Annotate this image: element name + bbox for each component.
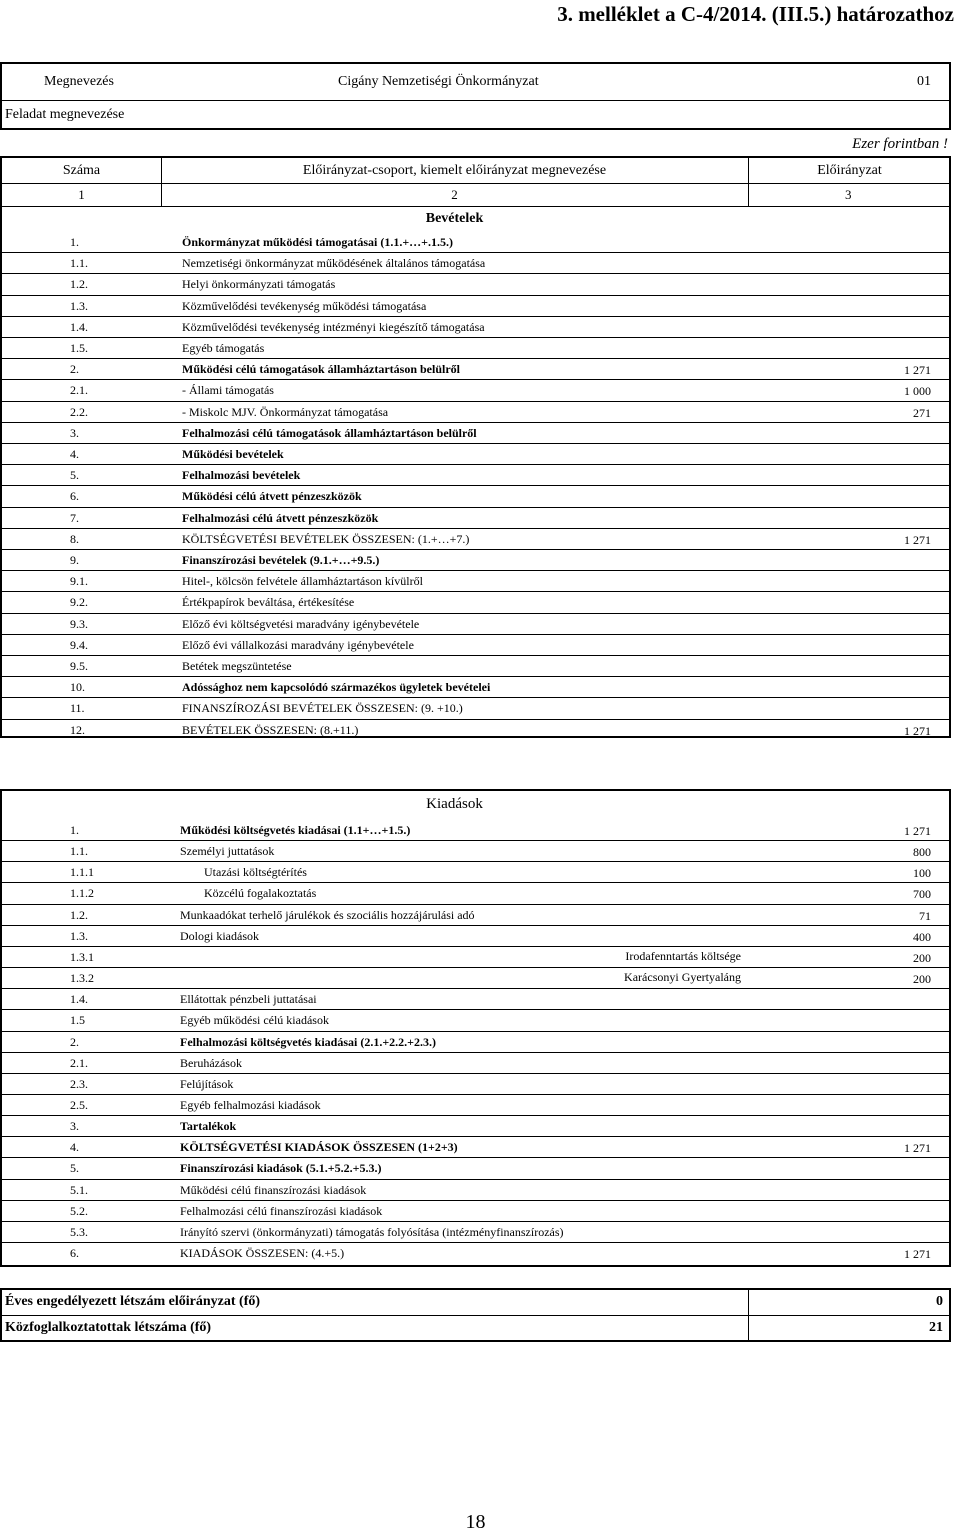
kiadasok-row: [2, 947, 949, 968]
kiadasok-row: [2, 905, 949, 926]
kiadasok-row: [2, 862, 949, 883]
row-code: 3.: [70, 1119, 79, 1134]
row-name: Előző évi költségvetési maradvány igénybevétele: [182, 616, 420, 631]
staff-value: 0: [936, 1294, 943, 1309]
row-name: - Állami támogatás: [182, 383, 274, 398]
bevetelek-row: [2, 571, 949, 592]
megnevezes-label: Megnevezés: [44, 74, 114, 89]
organization-code: 01: [917, 74, 931, 89]
bevetelek-row: [2, 720, 949, 741]
row-name: Előző évi vállalkozási maradvány igénybevétele: [182, 637, 414, 652]
row-code: 1.: [70, 823, 79, 837]
bevetelek-row: [2, 529, 949, 550]
kiadasok-row: [2, 1116, 949, 1137]
row-name: Finanszírozási bevételek (9.1.+…+9.5.): [182, 553, 380, 567]
staff-row: [2, 1316, 949, 1342]
row-code: 5.3.: [70, 1224, 88, 1239]
bevetelek-row: [2, 508, 949, 529]
row-value: 1 000: [904, 384, 931, 399]
bevetelek-row: [2, 317, 949, 338]
row-code: 9.: [70, 553, 79, 567]
row-code: 2.: [70, 362, 79, 377]
row-value: 400: [913, 929, 931, 944]
row-value: 271: [913, 405, 931, 420]
row-code: 1.5.: [70, 341, 88, 355]
row-code: 9.4.: [70, 637, 88, 652]
row-code: 1.1.2: [70, 886, 94, 901]
kiadasok-heading: Kiadások: [426, 796, 483, 812]
row-subitem-name: Karácsonyi Gyertyaláng: [624, 970, 741, 985]
row-name: Felújítások: [180, 1076, 234, 1091]
staff-label: Éves engedélyezett létszám előirányzat (fő): [5, 1294, 261, 1309]
kiadasok-row: [2, 1032, 949, 1053]
row-value: 700: [913, 887, 931, 902]
row-code: 2.1.: [70, 383, 88, 398]
row-name: Egyéb felhalmozási kiadások: [180, 1097, 321, 1112]
column-number-1: 1: [78, 187, 85, 202]
row-value: 100: [913, 866, 931, 881]
bevetelek-row: [2, 296, 949, 317]
row-value: 1 271: [904, 363, 931, 378]
bevetelek-row: [2, 698, 949, 719]
row-value: 71: [919, 908, 931, 923]
row-value: 1 271: [904, 1141, 931, 1156]
row-code: 1.1.: [70, 256, 88, 271]
row-code: 5.1.: [70, 1182, 88, 1197]
row-name: Felhalmozási célú átvett pénzeszközök: [182, 510, 379, 525]
kiadasok-row: [2, 1095, 949, 1116]
row-code: 5.: [70, 468, 79, 483]
row-name: KIADÁSOK ÖSSZESEN: (4.+5.): [180, 1246, 345, 1260]
row-code: 2.: [70, 1034, 79, 1049]
row-name: Adóssághoz nem kapcsolódó származékos ügyletek bevételei: [182, 680, 491, 695]
document-title: 3. melléklet a C-4/2014. (III.5.) határozathoz: [557, 2, 954, 26]
row-name: Felhalmozási költségvetés kiadásai (2.1.+2.2.+2.3.): [180, 1034, 436, 1049]
row-code: 1.1.1: [70, 865, 94, 880]
row-code: 4.: [70, 447, 79, 461]
kiadasok-heading-row: [2, 791, 949, 818]
row-code: 9.2.: [70, 595, 88, 610]
bevetelek-heading: Bevételek: [425, 211, 484, 226]
row-code: 1.2.: [70, 277, 88, 292]
bevetelek-row: [2, 423, 949, 444]
bevetelek-row: [2, 592, 949, 613]
row-name: Tartalékok: [180, 1119, 237, 1134]
kiadasok-row: [2, 968, 949, 989]
row-code: 6.: [70, 489, 79, 504]
kiadasok-row: [2, 1243, 949, 1264]
kiadasok-row: [2, 1010, 949, 1031]
kiadasok-row: [2, 1053, 949, 1074]
row-value: 200: [913, 972, 931, 987]
column-szama: Száma: [62, 163, 101, 178]
row-name: Finanszírozási kiadások (5.1.+5.2.+5.3.): [180, 1161, 382, 1176]
staff-value: 21: [929, 1320, 943, 1335]
row-name: Működési célú finanszírozási kiadások: [180, 1182, 367, 1197]
row-code: 10.: [70, 680, 85, 695]
row-value: 200: [913, 950, 931, 965]
row-code: 4.: [70, 1140, 79, 1155]
row-name: Közművelődési tevékenység intézményi kiegészítő támogatása: [182, 319, 485, 334]
bevetelek-row: [2, 380, 949, 401]
row-code: 11.: [70, 701, 85, 716]
page-number: 18: [465, 1511, 486, 1533]
row-name: Önkormányzat működési támogatásai (1.1.+…+.1.5.): [182, 235, 454, 249]
row-name: Dologi kiadások: [180, 928, 259, 943]
column-eloiranyzat: Előirányzat: [817, 163, 882, 178]
kiadasok-row: [2, 926, 949, 947]
column-megnevezes: Előirányzat-csoport, kiemelt előirányzat megnevezése: [302, 163, 607, 178]
row-name: Egyéb támogatás: [182, 341, 265, 355]
bevetelek-row: [2, 465, 949, 486]
feladat-row: [2, 101, 949, 130]
row-code: 1.2.: [70, 907, 88, 922]
row-name: Nemzetiségi önkormányzat működésének általános támogatása: [182, 256, 486, 271]
row-value: 1 271: [904, 1247, 931, 1261]
bevetelek-row: [2, 635, 949, 656]
row-name: Működési célú támogatások államháztartáson belülről: [182, 362, 460, 377]
staff-row: [2, 1290, 949, 1316]
row-name: KÖLTSÉGVETÉSI KIADÁSOK ÖSSZESEN (1+2+3): [180, 1140, 458, 1155]
row-name: Felhalmozási célú finanszírozási kiadások: [180, 1203, 383, 1218]
row-name: Működési költségvetés kiadásai (1.1+…+1.5.): [180, 823, 411, 837]
row-name: Hitel-, kölcsön felvétele államháztartáson kívülről: [182, 574, 423, 589]
kiadasok-row: [2, 1222, 949, 1243]
row-code: 9.3.: [70, 616, 88, 631]
row-code: 12.: [70, 722, 85, 737]
row-code: 7.: [70, 510, 79, 525]
row-name: Felhalmozási bevételek: [182, 468, 301, 483]
column-number-row: [2, 184, 949, 206]
row-code: 1.5: [70, 1013, 85, 1028]
row-name: Közművelődési tevékenység működési támogatása: [182, 298, 427, 313]
row-code: 2.3.: [70, 1076, 88, 1091]
megnevezes-row: [2, 64, 949, 101]
row-value: 1 271: [904, 824, 931, 838]
bevetelek-heading-row: [2, 207, 949, 232]
row-code: 1.4.: [70, 992, 88, 1007]
bevetelek-row: [2, 253, 949, 274]
row-name: Betétek megszüntetése: [182, 659, 292, 673]
row-name: BEVÉTELEK ÖSSZESEN: (8.+11.): [182, 722, 359, 737]
row-name: Munkaadókat terhelő járulékok és szociális hozzájárulási adó: [180, 907, 475, 922]
row-name: KÖLTSÉGVETÉSI BEVÉTELEK ÖSSZESEN: (1.+…+7.): [182, 531, 470, 546]
kiadasok-row: [2, 1201, 949, 1222]
bevetelek-row: [2, 486, 949, 507]
row-subitem-name: Irodafenntartás költsége: [625, 948, 741, 963]
row-code: 5.2.: [70, 1203, 88, 1218]
row-value: 800: [913, 845, 931, 860]
row-name: Utazási költségtérítés: [204, 865, 307, 880]
kiadasok-table: [0, 789, 951, 1267]
bevetelek-row: [2, 444, 949, 465]
kiadasok-row: [2, 820, 949, 841]
column-number-2: 2: [451, 187, 458, 202]
kiadasok-row: [2, 1137, 949, 1158]
row-code: 2.1.: [70, 1055, 88, 1070]
row-name: Közcélú fogalakoztatás: [204, 886, 317, 901]
row-code: 3.: [70, 425, 79, 440]
row-code: 1.4.: [70, 319, 88, 334]
row-name: Egyéb működési célú kiadások: [180, 1013, 329, 1028]
kiadasok-row: [2, 989, 949, 1010]
row-code: 2.5.: [70, 1097, 88, 1112]
row-value: 1 271: [904, 723, 931, 738]
row-code: 5.: [70, 1161, 79, 1176]
row-code: 1.1.: [70, 844, 88, 859]
bevetelek-row: [2, 232, 949, 253]
row-name: Beruházások: [180, 1055, 242, 1070]
bevetelek-row: [2, 550, 949, 571]
unit-note: Ezer forintban !: [852, 136, 948, 152]
bevetelek-row: [2, 677, 949, 698]
row-code: 1.3.2: [70, 971, 94, 986]
row-code: 9.5.: [70, 659, 88, 673]
info-box: [0, 62, 951, 130]
row-code: 1.3.1: [70, 949, 94, 964]
bevetelek-table: [0, 156, 951, 738]
kiadasok-row: [2, 883, 949, 904]
row-code: 2.2.: [70, 404, 88, 419]
row-name: Működési célú átvett pénzeszközök: [182, 489, 362, 504]
kiadasok-row: [2, 1074, 949, 1095]
row-name: Ellátottak pénzbeli juttatásai: [180, 992, 317, 1007]
row-name: Irányító szervi (önkormányzati) támogatás folyósítása (intézményfinanszírozás): [180, 1224, 564, 1239]
bevetelek-row: [2, 402, 949, 423]
bevetelek-row: [2, 614, 949, 635]
row-name: Működési bevételek: [182, 447, 284, 461]
row-name: Felhalmozási célú támogatások államháztartáson belülről: [182, 425, 477, 440]
column-header-row: [2, 158, 949, 184]
staff-label: Közfoglalkoztatottak létszáma (fő): [5, 1320, 212, 1335]
kiadasok-row: [2, 841, 949, 862]
row-value: 1 271: [904, 532, 931, 547]
bevetelek-row: [2, 656, 949, 677]
staff-table: [0, 1288, 951, 1342]
kiadasok-row: [2, 1158, 949, 1179]
bevetelek-row: [2, 359, 949, 380]
row-name: Értékpapírok beváltása, értékesítése: [182, 595, 355, 610]
column-number-3: 3: [845, 187, 852, 202]
bevetelek-row: [2, 338, 949, 359]
row-code: 9.1.: [70, 574, 88, 589]
row-code: 1.: [70, 235, 79, 249]
kiadasok-row: [2, 1180, 949, 1201]
megnevezes-value: Cigány Nemzetiségi Önkormányzat: [338, 74, 539, 89]
row-name: Helyi önkormányzati támogatás: [182, 277, 336, 292]
row-code: 1.3.: [70, 928, 88, 943]
feladat-label: Feladat megnevezése: [5, 107, 125, 122]
row-code: 8.: [70, 531, 79, 546]
row-name: FINANSZÍROZÁSI BEVÉTELEK ÖSSZESEN: (9. +10.): [182, 701, 463, 716]
bevetelek-row: [2, 274, 949, 295]
row-code: 6.: [70, 1246, 79, 1260]
row-name: Személyi juttatások: [180, 844, 275, 859]
row-name: - Miskolc MJV. Önkormányzat támogatása: [182, 404, 389, 419]
row-code: 1.3.: [70, 298, 88, 313]
